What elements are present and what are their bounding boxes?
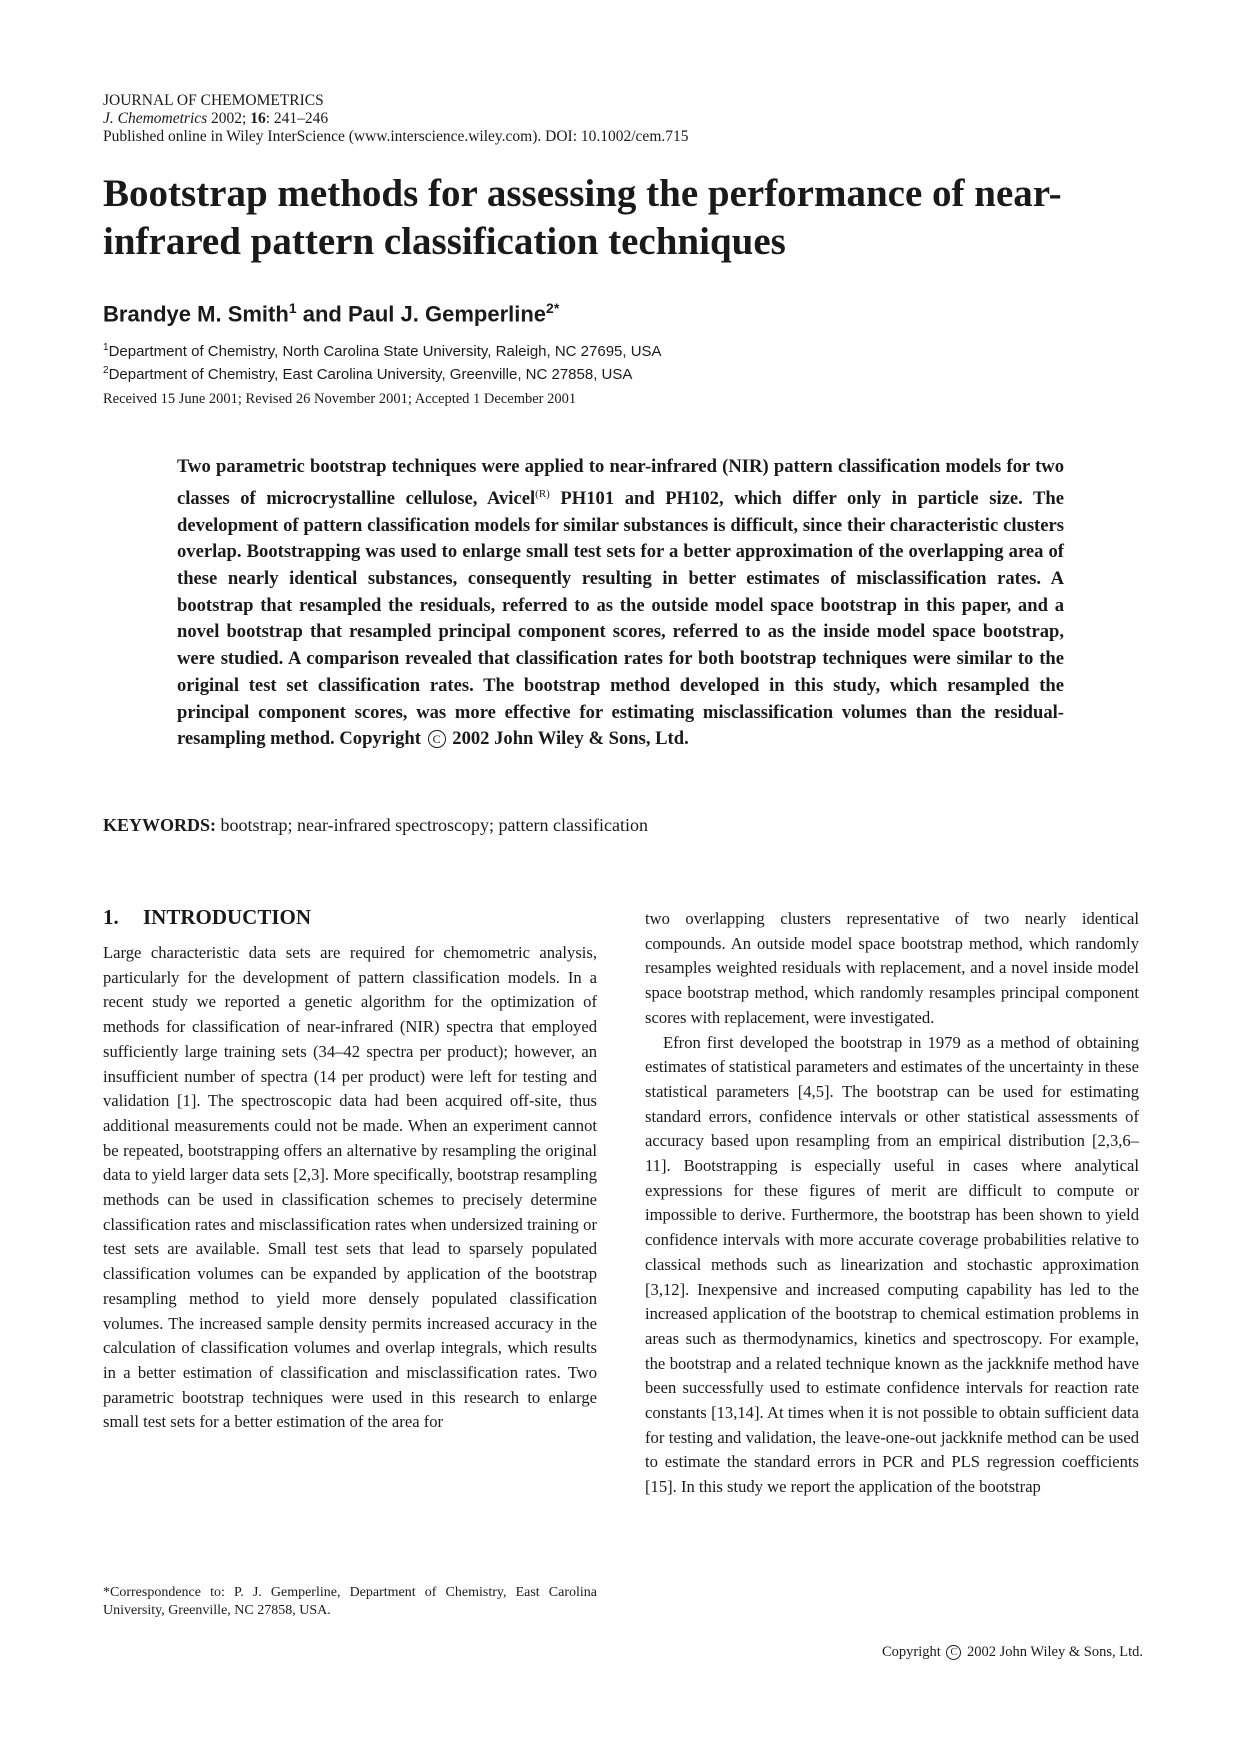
paragraph: two overlapping clusters representative of two nearly identical compounds. An outside model space bootstrap method, which randomly resamples weighted residuals with replacement, and a novel inside model space bootstrap method, which randomly resamples principal component scores with replacement, were investigated.: [645, 909, 1139, 1027]
section-title: INTRODUCTION: [143, 905, 312, 929]
affiliation: $^1$Department of Chemistry, North Carolina State University, Raleigh, NC 27695, USA: [103, 342, 662, 360]
keywords: [103, 815, 648, 836]
copyright-icon: C: [946, 1645, 961, 1660]
section-heading: [103, 905, 311, 930]
journal-name: JOURNAL OF CHEMOMETRICS: [103, 92, 324, 109]
author-list: [103, 300, 559, 327]
paragraph: Large characteristic data sets are required for chemometric analysis, particularly for the development of pattern classification models. In a recent study we reported a genetic algorithm for the optimization of methods for classification of near-infrared (NIR) spectra that employed sufficiently large training sets (34–42 spectra per product); however, an insufficient number of spectra (14 per product) were left for testing and validation [1]. The spectroscopic data had been acquired off-site, thus additional measurements could not be made. When an experiment cannot be repeated, bootstrapping offers an alternative by resampling the original data to yield larger data sets [2,3]. More specifically, bootstrap resampling methods can be used in classification schemes to precisely determine classification rates and misclassification rates when undersized training or test sets are available. Small test sets that lead to sparsely populated classification volumes can be expanded by application of the bootstrap resampling method to yield more densely populated classification volumes. The increased sample density permits increased accuracy in the calculation of classification volumes and overlap integrals, which results in a better estimation of classification and misclassification rates. Two parametric bootstrap techniques were used in this research to enlarge small test sets for a better estimation of the area for: [103, 943, 597, 1432]
affiliation: $^2$Department of Chemistry, East Carolina University, Greenville, NC 27858, USA: [103, 365, 633, 383]
author-name: Brandye M. Smith: [103, 301, 289, 327]
journal-citation: J. Chemometrics 2002; 16: 241–246: [103, 110, 329, 127]
keywords-list: bootstrap; near-infrared spectroscopy; pattern classification: [216, 815, 648, 835]
keywords-label: KEYWORDS:: [103, 815, 217, 835]
right-column: [645, 907, 1139, 1500]
author-affiliation-mark: 2*: [546, 300, 560, 316]
left-column: [103, 941, 597, 1435]
affiliations: [103, 338, 662, 384]
paragraph: Efron first developed the bootstrap in 1979 as a method of obtaining estimates of statistical parameters and estimates of the uncertainty in these statistical parameters [4,5]. The bootstrap can be used for estimating standard errors, confidence intervals or other statistical assessments of accuracy based upon resampling from an empirical distribution [2,3,6–11]. Bootstrapping is especially useful in cases where analytical expressions for these figures of merit are difficult to compute or impossible to derive. Furthermore, the bootstrap has been shown to yield confidence intervals with more accurate coverage probabilities relative to classical methods such as linearization and stochastic approximation [3,12]. Inexpensive and increased computing capability has led to the increased application of the bootstrap to chemical estimation problems in areas such as thermodynamics, kinetics and spectroscopy. For example, the bootstrap and a related technique known as the jackknife method have been successfully used to estimate confidence intervals for reaction rate constants [13,14]. At times when it is not possible to obtain sufficient data for testing and validation, the leave-one-out jackknife method can be used to estimate the standard errors in PCR and PLS regression coefficients [15]. In this study we report the application of the bootstrap: [645, 1032, 1139, 1497]
publication-info: Published online in Wiley InterScience (www.interscience.wiley.com). DOI: 10.1002/cem.715: [103, 128, 689, 145]
author-name: Paul J. Gemperline: [347, 301, 547, 327]
author-affiliation-mark: 1: [288, 300, 297, 316]
correspondence-footnote: *Correspondence to: P. J. Gemperline, Department of Chemistry, East Carolina University, Greenville, NC 27858, USA.: [103, 1585, 597, 1618]
section-number: 1.: [103, 905, 119, 929]
article-title: Bootstrap methods for assessing the performance of near-infrared pattern classification techniques: [103, 172, 1062, 263]
article-dates: Received 15 June 2001; Revised 26 November 2001; Accepted 1 December 2001: [103, 391, 577, 407]
author-connector: and: [296, 301, 348, 327]
abstract: Two parametric bootstrap techniques were applied to near-infrared (NIR) pattern classification models for two classes of microcrystalline cellulose, Avicel$^{(R)}$ PH101 and PH102, which differ only in particle size. The development of pattern classification models for similar substances is difficult, since their characteristic clusters overlap. Bootstrapping was used to enlarge small test sets for a better approximation of the overlapping area of these nearly identical substances, consequently resulting in better estimates of misclassification rates. A bootstrap that resampled the residuals, referred to as the outside model space bootstrap in this paper, and a novel bootstrap that resampled principal component scores, referred to as the inside model space bootstrap, were studied. A comparison revealed that classification rates for both bootstrap techniques were similar to the original test set classification rates. The bootstrap method developed in this study, which resampled the principal component scores, was more effective for estimating misclassification volumes than the residual-resampling method. Copyright C 2002 John Wiley & Sons, Ltd.: [177, 456, 1064, 750]
registered-trademark-icon: (R): [535, 487, 550, 500]
page-footer: Copyright C 2002 John Wiley & Sons, Ltd.: [881, 1644, 1143, 1660]
copyright-icon: C: [428, 730, 446, 748]
journal-header: [103, 92, 689, 146]
